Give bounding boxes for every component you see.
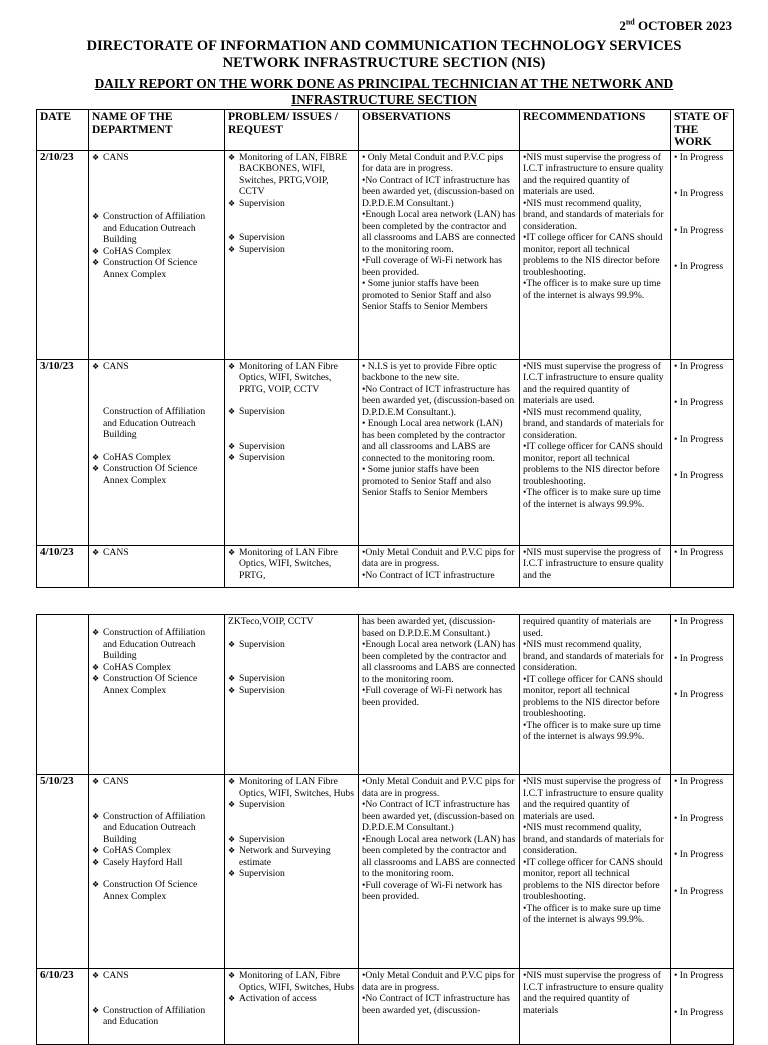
row-date: 2/10/23 [37,150,89,359]
row-recommendations: •NIS must supervise the progress of I.C.T infrastructure to ensure quality and the required quantity of materials are used. •NIS must recommend quality, brand, and standards of materials for consideration. •IT college officer for CANS should monitor, report all technical problems to the NIS director before troubleshooting. •The officer is to make sure up time of the internet is always 99.9%. [520,775,671,969]
directorate-title: DIRECTORATE OF INFORMATION AND COMMUNICATION TECHNOLOGY SERVICES [86,38,682,54]
col-header-recommendations: RECOMMENDATIONS [520,110,671,151]
row-recommendations: •NIS must supervise the progress of I.C.T infrastructure to ensure quality and the required quantity of materials [520,969,671,1045]
row-departments: ❖ CANS ❖ Construction of Affiliation and Education Outreach Building ❖ CoHAS Complex ❖ Construction Of Science Annex Complex [89,150,225,359]
row-observations: •Only Metal Conduit and P.V.C pips for data are in progress. •No Contract of ICT infrastructure has been awarded yet, (discussion-based on D.P.D.E.M Consultant.) •Enough Local area network (LAN) has been completed by the contractor and all classrooms and LABS are connected to the monitoring room. •Full coverage of Wi-Fi network has been provided. [359,775,520,969]
report-date: 2nd OCTOBER 2023 [619,17,732,33]
col-header-department: NAME OF THE DEPARTMENT [89,110,225,151]
report-table-page1 [36,109,734,588]
row-state: • In Progress • In Progress • In Progress • In Progress [671,359,734,545]
row-departments: ❖ CANS [89,545,225,587]
row-date: 5/10/23 [37,775,89,969]
report-table-page2 [36,614,734,1045]
row-problems: ❖ Monitoring of LAN, Fibre Optics, WIFI, Switches, Hubs ❖ Activation of access [225,969,359,1045]
row-date: 3/10/23 [37,359,89,545]
row-state: • In Progress • In Progress • In Progress • In Progress [671,775,734,969]
row-date: 6/10/23 [37,969,89,1045]
row-observations: •Only Metal Conduit and P.V.C pips for data are in progress. •No Contract of ICT infrastructure [359,545,520,587]
row-observations: • Only Metal Conduit and P.V.C pips for data are in progress. •No Contract of ICT infrastructure has been awarded yet, (discussion-based on D.P.D.E.M Consultant.) •Enough Local area network (LAN) has been completed by the contractor and all classrooms and LABS are connected to the monitoring room. •Full coverage of Wi-Fi network has been provided. • Some junior staffs have been promoted to Senior Staff and also Senior Staffs to Senior Members [359,150,520,359]
row-observations: • N.I.S is yet to provide Fibre optic backbone to the new site. •No Contract of ICT infrastructure has been awarded yet, (discussion-based on D.P.D.E.M Consultant.). • Enough Local area network (LAN) has been completed by the contractor and all classrooms and LABS are connected to the monitoring room. • Some junior staffs have been promoted to Senior Staff and also Senior Staffs to Senior Members [359,359,520,545]
col-header-problem: PROBLEM/ ISSUES / REQUEST [225,110,359,151]
row-departments: ❖ CANS Construction of Affiliation and Education Outreach Building ❖ CoHAS Complex ❖ Construction Of Science Annex Complex [89,359,225,545]
row-problems: ❖ Monitoring of LAN Fibre Optics, WIFI, Switches, PRTG, VOIP, CCTV ❖ Supervision ❖ Supervision ❖ Supervision [225,359,359,545]
table-row [37,545,734,587]
row-state: • In Progress • In Progress • In Progress [671,615,734,775]
table-header-row [37,110,734,151]
row-recommendations: •NIS must supervise the progress of I.C.T infrastructure to ensure quality and the required quantity of materials are used. •NIS must recommend quality, brand, and standards of materials for consideration. •IT college officer for CANS should monitor, report all technical problems to the NIS director before troubleshooting. •The officer is to make sure up time of the internet is always 99.9%. [520,359,671,545]
row-departments: ❖ Construction of Affiliation and Education Outreach Building ❖ CoHAS Complex ❖ Construction Of Science Annex Complex [89,615,225,775]
table-row [37,775,734,969]
row-problems: ❖ Monitoring of LAN Fibre Optics, WIFI, Switches, PRTG, [225,545,359,587]
row-observations: •Only Metal Conduit and P.V.C pips for data are in progress. •No Contract of ICT infrastructure has been awarded yet, (discussion- [359,969,520,1045]
col-header-date: DATE [37,110,89,151]
col-header-observations: OBSERVATIONS [359,110,520,151]
table-row [37,615,734,775]
row-recommendations: •NIS must supervise the progress of I.C.T infrastructure to ensure quality and the required quantity of materials are used. •NIS must recommend quality, brand, and standards of materials for consideration. •IT college officer for CANS should monitor, report all technical problems to the NIS director before troubleshooting. •The officer is to make sure up time of the internet is always 99.9%. [520,150,671,359]
row-recommendations: •NIS must supervise the progress of I.C.T infrastructure to ensure quality and the [520,545,671,587]
row-recommendations: required quantity of materials are used. •NIS must recommend quality, brand, and standards of materials for consideration. •IT college officer for CANS should monitor, report all technical problems to the NIS director before troubleshooting. •The officer is to make sure up time of the internet is always 99.9%. [520,615,671,775]
section-title: NETWORK INFRASTRUCTURE SECTION (NIS) [222,55,546,71]
table-row [37,359,734,545]
row-state: • In Progress • In Progress • In Progress • In Progress [671,150,734,359]
table-row [37,150,734,359]
row-date: 4/10/23 [37,545,89,587]
col-header-state: STATE OF THE WORK [671,110,734,151]
row-problems: ZKTeco,VOIP, CCTV ❖ Supervision ❖ Supervision ❖ Supervision [225,615,359,775]
row-departments: ❖ CANS ❖ Construction of Affiliation and Education [89,969,225,1045]
row-state: • In Progress • In Progress [671,969,734,1045]
table-row [37,969,734,1045]
row-departments: ❖ CANS ❖ Construction of Affiliation and Education Outreach Building ❖ CoHAS Complex ❖ Casely Hayford Hall ❖ Construction Of Science Annex Complex [89,775,225,969]
row-date [37,615,89,775]
row-state: • In Progress [671,545,734,587]
row-observations: has been awarded yet, (discussion-based on D.P.D.E.M Consultant.) •Enough Local area network (LAN) has been completed by the contractor and all classrooms and LABS are connected to the monitoring room. •Full coverage of Wi-Fi network has been provided. [359,615,520,775]
row-problems: ❖ Monitoring of LAN Fibre Optics, WIFI, Switches, Hubs ❖ Supervision ❖ Supervision ❖ Network and Surveying estimate ❖ Supervision [225,775,359,969]
report-subtitle: DAILY REPORT ON THE WORK DONE AS PRINCIPAL TECHNICIAN AT THE NETWORK AND INFRASTRUCTURE SECTION [94,76,674,107]
row-problems: ❖ Monitoring of LAN, FIBRE BACKBONES, WIFI, Switches, PRTG,VOIP, CCTV ❖ Supervision ❖ Supervision ❖ Supervision [225,150,359,359]
